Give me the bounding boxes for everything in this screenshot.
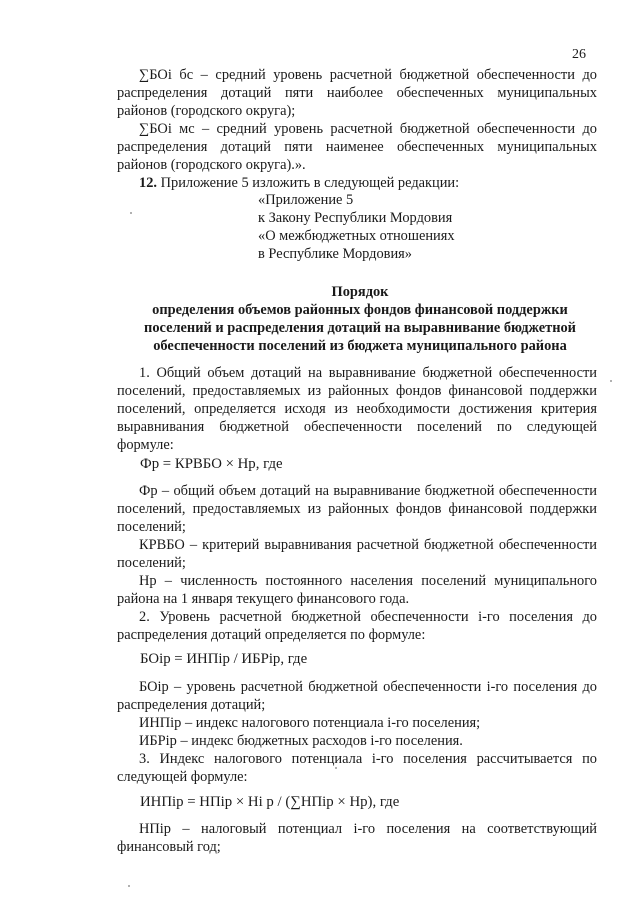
page-number: 26 bbox=[572, 47, 586, 62]
annex-header-line-1: «Приложение 5 bbox=[258, 192, 354, 208]
item-12-text: Приложение 5 изложить в следующей редакции: bbox=[160, 175, 460, 191]
title-line-4: обеспеченности поселений из бюджета муниципального района bbox=[153, 338, 567, 354]
scan-speck bbox=[610, 380, 612, 382]
definition-inp: ИНПiр – индекс налогового потенциала i-го поселения; bbox=[139, 715, 481, 731]
definition-np: НПiр – налоговый потенциал i-го поселения на соответствующий финансовый год; bbox=[117, 821, 597, 855]
definition-bo: БОiр – уровень расчетной бюджетной обеспеченности i-го поселения до распределения дотаций; bbox=[117, 679, 597, 713]
annex-header-line-3: «О межбюджетных отношениях bbox=[258, 228, 455, 244]
paragraph-2: 2. Уровень расчетной бюджетной обеспеченности i-го поселения до распределения дотаций определяется по формуле: bbox=[117, 609, 597, 643]
formula-3: ИНПiр = НПiр × Нi р / (∑НПiр × Нр), где bbox=[140, 794, 400, 810]
title-line-2: определения объемов районных фондов финансовой поддержки bbox=[152, 302, 568, 318]
definition-k: КРВБО – критерий выравнивания расчетной бюджетной обеспеченности поселений; bbox=[117, 537, 597, 571]
definition-bo-ms: ∑БОi мс – средний уровень расчетной бюджетной обеспеченности до распределения дотаций пяти наименее обеспеченных муниципальных районов (городского округа).». bbox=[117, 121, 597, 173]
annex-header-line-2: к Закону Республики Мордовия bbox=[258, 210, 453, 226]
formula-2: БОiр = ИНПiр / ИБРiр, где bbox=[140, 651, 308, 667]
definition-f: Фр – общий объем дотаций на выравнивание бюджетной обеспеченности поселений, предоставляемых из районных фондов финансовой поддержки поселений; bbox=[117, 483, 597, 535]
annex-header-line-4: в Республике Мордовия» bbox=[258, 246, 412, 262]
definition-bo-bs: ∑БОi бс – средний уровень расчетной бюджетной обеспеченности до распределения дотаций пяти наиболее обеспеченных муниципальных районов (городского округа); bbox=[117, 67, 597, 119]
item-12 bbox=[117, 174, 597, 192]
formula-1: Фр = КРВБО × Нр, где bbox=[140, 456, 283, 472]
paragraph-3: 3. Индекс налогового потенциала i-го поселения рассчитывается по следующей формуле: bbox=[117, 751, 597, 785]
title-line-3: поселений и распределения дотаций на выравнивание бюджетной bbox=[144, 320, 576, 336]
paragraph-1: 1. Общий объем дотаций на выравнивание бюджетной обеспеченности поселений, предоставляемых из районных фондов финансовой поддержки поселений, определяется исходя из необходимости достижения критерия выравнивания бюджетной обеспеченности поселений по следующей формуле: bbox=[117, 365, 597, 453]
definition-h: Нр – численность постоянного населения поселений муниципального района на 1 января текущего финансового года. bbox=[117, 573, 597, 607]
definition-ibr: ИБРiр – индекс бюджетных расходов i-го поселения. bbox=[139, 733, 463, 749]
scan-speck bbox=[335, 767, 337, 769]
title-line-1: Порядок bbox=[331, 284, 389, 300]
item-12-number: 12. bbox=[139, 175, 157, 191]
scan-speck bbox=[130, 212, 132, 214]
scan-speck bbox=[128, 885, 130, 887]
